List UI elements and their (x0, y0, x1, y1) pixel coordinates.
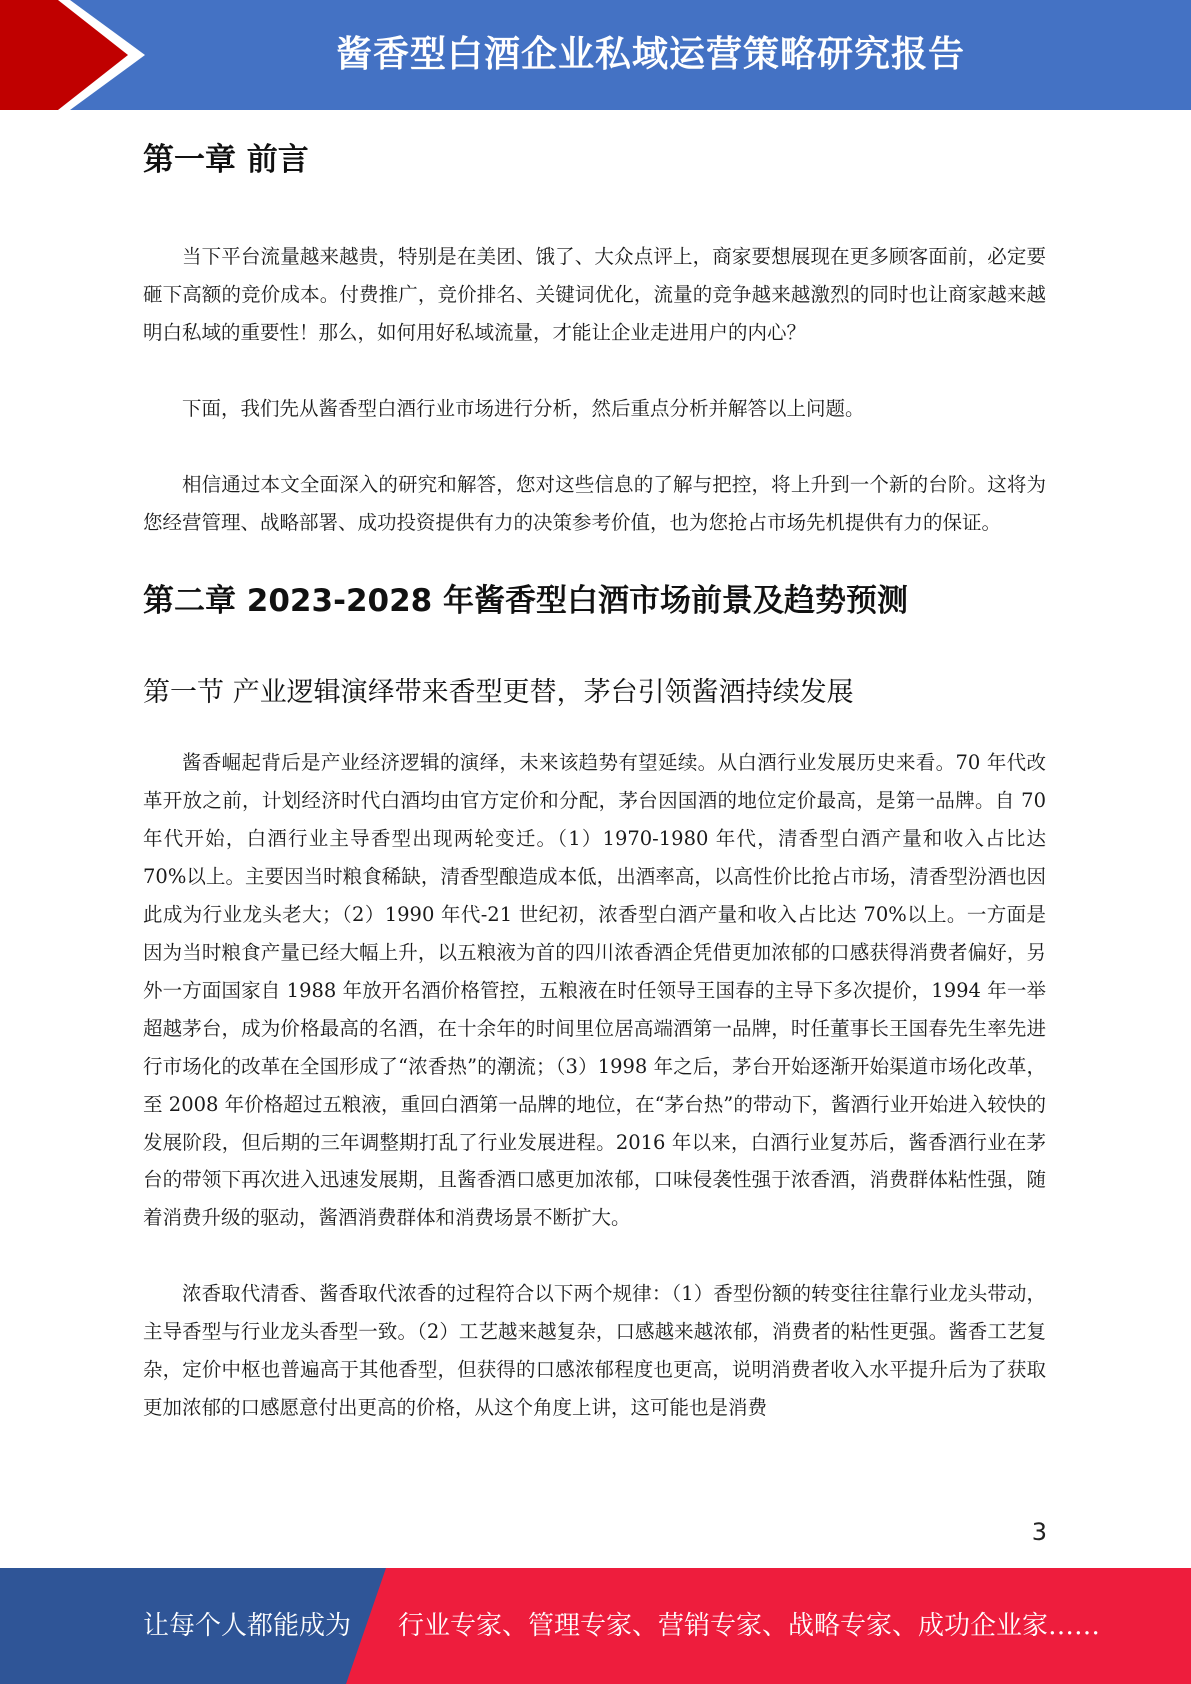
section-1-title: 第一节 产业逻辑演绎带来香型更替，茅台引领酱酒持续发展 (143, 677, 854, 709)
page-number: 3 (1031, 1518, 1047, 1546)
chapter-1-paragraph: 当下平台流量越来越贵，特别是在美团、饿了、大众点评上，商家要想展现在更多顾客面前，必定要砸下高额的竞价成本。付费推广，竞价排名、关键词优化，流量的竞争越来越激烈的同时也让商家越来越明白私域的重要性！那么，如何用好私域流量，才能让企业走进用户的内心？ (143, 245, 1046, 344)
chapter-2-title: 第二章 2023-2028 年酱香型白酒市场前景及趋势预测 (143, 583, 909, 620)
chapter-1-title: 第一章 前言 (143, 142, 309, 178)
footer-banner (0, 1568, 1191, 1684)
report-title: 酱香型白酒企业私域运营策略研究报告 (335, 34, 965, 75)
footer-roles: 行业专家、管理专家、营销专家、战略专家、成功企业家…… (398, 1611, 1101, 1641)
section-1-paragraph: 酱香崛起背后是产业经济逻辑的演绎，未来该趋势有望延续。从白酒行业发展历史来看。70 年代改革开放之前，计划经济时代白酒均由官方定价和分配，茅台因国酒的地位定价最高，是第一品牌。自 70 年代开始，白酒行业主导香型出现两轮变迁。（1）1970-1980 年代，清香型白酒产量和收入占比达 70%以上。主要因当时粮食稀缺，清香型酿造成本低，出酒率高，以高性价比抢占市场，清香型汾酒也因此成为行业龙头老大；（2）1990 年代-21 世纪初，浓香型白酒产量和收入占比达 70%以上。一方面是因为当时粮食产量已经大幅上升，以五粮液为首的四川浓香酒企凭借更加浓郁的口感获得消费者偏好，另外一方面国家自 1988 年放开名酒价格管控，五粮液在时任领导王国春的主导下多次提价，1994 年一举超越茅台，成为价格最高的名酒，在十余年的时间里位居高端酒第一品牌，时任董事长王国春先生率先进行市场化的改革在全国形成了“浓香热”的潮流；（3）1998 年之后，茅台开始逐渐开始渠道市场化改革，至 2008 年价格超过五粮液，重回白酒第一品牌的地位，在“茅台热”的带动下，酱酒行业开始进入较快的发展阶段，但后期的三年调整期打乱了行业发展进程。2016 年以来，白酒行业复苏后，酱香酒行业在茅台的带领下再次进入迅速发展期，且酱香酒口感更加浓郁，口味侵袭性强于浓香酒，消费群体粘性强，随着消费升级的驱动，酱酒消费群体和消费场景不断扩大。 (143, 751, 1046, 1230)
chapter-1-paragraph: 下面，我们先从酱香型白酒行业市场进行分析，然后重点分析并解答以上问题。 (182, 396, 865, 420)
footer-slogan: 让每个人都能成为 (143, 1611, 352, 1641)
header-arrow-decoration (0, 0, 160, 110)
page-content (143, 110, 1046, 1427)
header-banner (0, 0, 1191, 110)
chapter-1-paragraph: 相信通过本文全面深入的研究和解答，您对这些信息的了解与把控，将上升到一个新的台阶。这将为您经营管理、战略部署、成功投资提供有力的决策参考价值，也为您抢占市场先机提供有力的保证。 (143, 472, 1046, 534)
section-1-paragraph: 浓香取代清香、酱香取代浓香的过程符合以下两个规律：（1）香型份额的转变往往靠行业龙头带动，主导香型与行业龙头香型一致。（2）工艺越来越复杂，口感越来越浓郁，消费者的粘性更强。酱香工艺复杂，定价中枢也普遍高于其他香型，但获得的口感浓郁程度也更高，说明消费者收入水平提升后为了获取更加浓郁的口感愿意付出更高的价格，从这个角度上讲，这可能也是消费 (143, 1282, 1046, 1419)
